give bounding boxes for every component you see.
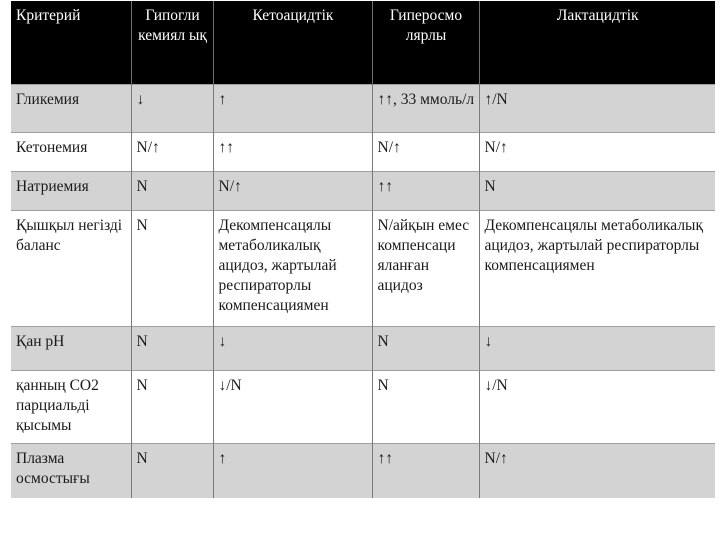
- table-cell: N/↑: [479, 132, 715, 171]
- table-cell: ↑: [213, 84, 372, 132]
- table-cell: N: [372, 326, 479, 370]
- table-row-ketonemia: [11, 132, 715, 171]
- table-cell: Декомпенсацялы метаболикалық ацидоз, жартылай респираторлы компенсациямен: [213, 210, 372, 326]
- table-cell: Кетонемия: [11, 132, 131, 171]
- table-cell: ↑↑: [213, 132, 372, 171]
- table-row-natremia: [11, 171, 715, 210]
- table-cell: ↓: [213, 326, 372, 370]
- header-cell-hypoglycemic: Гипогли кемиял ық: [131, 1, 213, 84]
- table-cell: N: [372, 370, 479, 443]
- header-cell-ketoacidotic: Кетоацидтік: [213, 1, 372, 84]
- table-row-glycemia: [11, 84, 715, 132]
- table-header-row: [11, 1, 715, 84]
- table-cell: N/↑: [479, 443, 715, 498]
- header-cell-lactic-acidotic: Лактацидтік: [479, 1, 715, 84]
- header-cell-hyperosmolar: Гиперосмо лярлы: [372, 1, 479, 84]
- table-cell: Қан рН: [11, 326, 131, 370]
- table-cell: N/айқын емес компенсаци яланған ацидоз: [372, 210, 479, 326]
- table-cell: Қышқыл негізді баланс: [11, 210, 131, 326]
- table-cell: Натриемия: [11, 171, 131, 210]
- table-row-blood-ph: [11, 326, 715, 370]
- table-cell: N: [131, 370, 213, 443]
- comparison-table: [11, 1, 715, 498]
- table-row-co2-partial-pressure: [11, 370, 715, 443]
- header-cell-criterion: Критерий: [11, 1, 131, 84]
- table-cell: N: [131, 210, 213, 326]
- table-cell: ↑↑: [372, 443, 479, 498]
- table-cell: ↓: [131, 84, 213, 132]
- table-cell: ↑↑: [372, 171, 479, 210]
- table-cell: қанның СО2 парциальді қысымы: [11, 370, 131, 443]
- table-cell: Декомпенсацялы метаболикалық ацидоз, жартылай респираторлы компенсациямен: [479, 210, 715, 326]
- table-cell: ↓/N: [479, 370, 715, 443]
- table-cell: N/↑: [131, 132, 213, 171]
- table-cell: ↓: [479, 326, 715, 370]
- table-cell: N/↑: [213, 171, 372, 210]
- table-cell: N: [479, 171, 715, 210]
- table-row-acid-base-balance: [11, 210, 715, 326]
- table-row-plasma-osmolality: [11, 443, 715, 498]
- table-cell: N/↑: [372, 132, 479, 171]
- table-cell: ↑: [213, 443, 372, 498]
- table-cell: Гликемия: [11, 84, 131, 132]
- comparison-table-container: [11, 1, 715, 498]
- table-cell: ↑/N: [479, 84, 715, 132]
- table-cell: N: [131, 443, 213, 498]
- table-cell: N: [131, 326, 213, 370]
- table-cell: ↑↑, 33 ммоль/л: [372, 84, 479, 132]
- table-cell: Плазма осмостығы: [11, 443, 131, 498]
- table-cell: ↓/N: [213, 370, 372, 443]
- table-cell: N: [131, 171, 213, 210]
